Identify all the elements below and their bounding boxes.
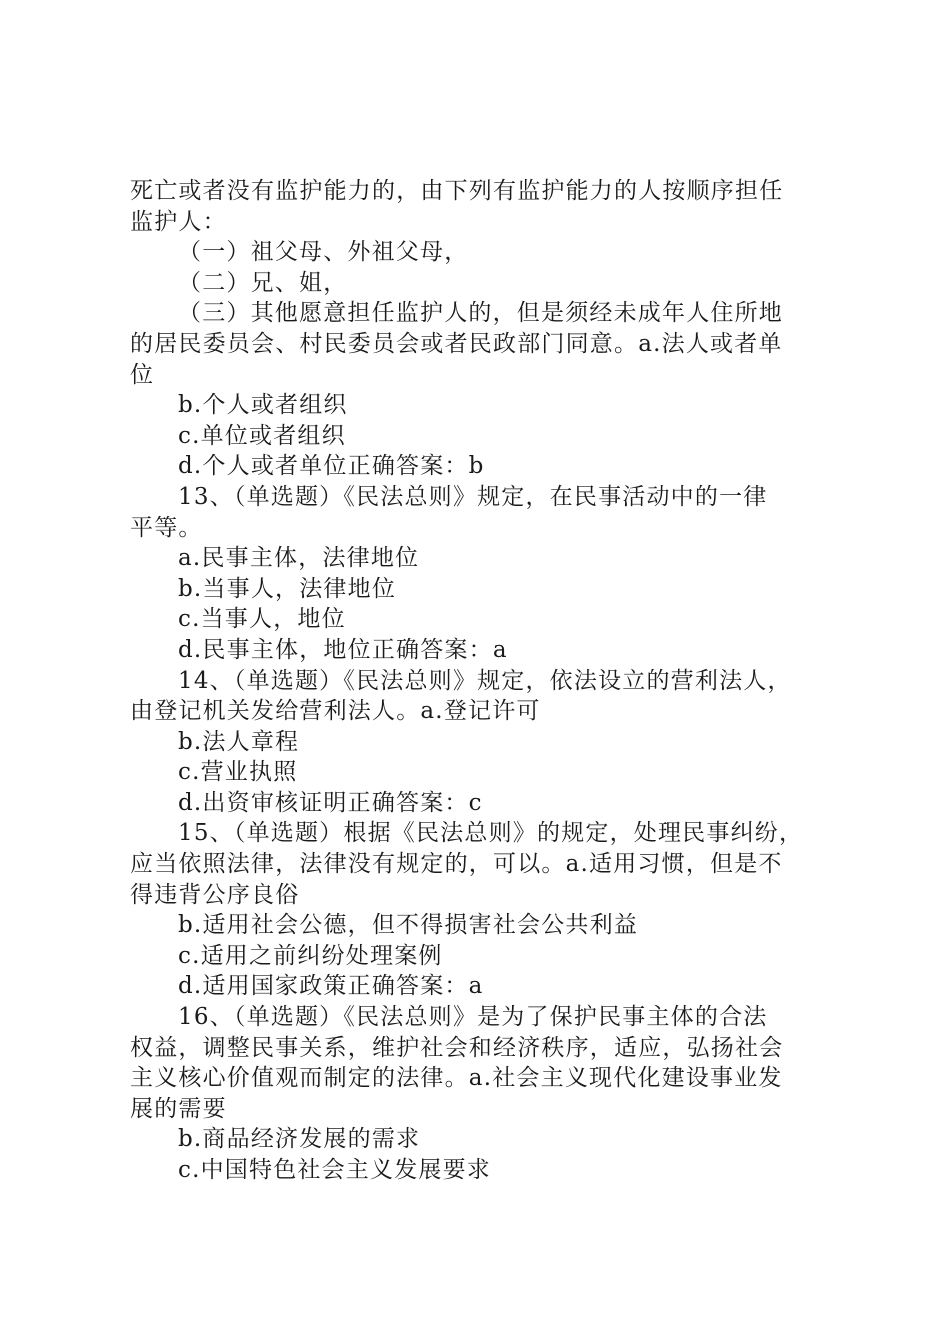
text-line: c.营业执照 bbox=[178, 759, 298, 786]
text-line: b.当事人，法律地位 bbox=[178, 575, 397, 602]
text-line: 应当依照法律，法律没有规定的，可以。a.适用习惯，但是不 bbox=[130, 851, 783, 878]
text-line: 13、（单选题）《民法总则》规定，在民事活动中的一律 bbox=[178, 483, 768, 510]
text-line: 主义核心价值观而制定的法律。a.社会主义现代化建设事业发 bbox=[130, 1065, 783, 1092]
document-body bbox=[130, 176, 830, 1186]
text-line: 由登记机关发给营利法人。a.登记许可 bbox=[130, 698, 541, 725]
text-line: （三）其他愿意担任监护人的，但是须经未成年人住所地 bbox=[178, 300, 783, 327]
text-line: b.法人章程 bbox=[178, 728, 300, 755]
text-line: c.中国特色社会主义发展要求 bbox=[178, 1157, 491, 1183]
text-line: c.单位或者组织 bbox=[178, 422, 346, 449]
text-line: d.出资审核证明正确答案：c bbox=[178, 789, 483, 816]
text-line: d.民事主体，地位正确答案：a bbox=[178, 636, 508, 663]
text-line: d.适用国家政策正确答案：a bbox=[178, 973, 484, 1000]
text-line: b.适用社会公德，但不得损害社会公共利益 bbox=[178, 912, 639, 939]
text-line: 得违背公序良俗 bbox=[130, 881, 300, 908]
text-line: 16、（单选题）《民法总则》是为了保护民事主体的合法 bbox=[178, 1004, 768, 1031]
text-line: 15、（单选题）根据《民法总则》的规定，处理民事纠纷， bbox=[178, 820, 804, 847]
text-line: （二）兄、姐， bbox=[178, 269, 348, 296]
text-line: a.民事主体，法律地位 bbox=[178, 545, 420, 572]
text-line: 死亡或者没有监护能力的，由下列有监护能力的人按顺序担任 bbox=[130, 178, 784, 204]
text-line: d.个人或者单位正确答案：b bbox=[178, 453, 485, 480]
text-line: 的居民委员会、村民委员会或者民政部门同意。a.法人或者单 bbox=[130, 330, 783, 357]
text-line: c.适用之前纠纷处理案例 bbox=[178, 942, 443, 969]
text-line: 权益，调整民事关系，维护社会和经济秩序，适应，弘扬社会 bbox=[130, 1034, 784, 1061]
text-line: b.个人或者组织 bbox=[178, 392, 348, 419]
text-line: 展的需要 bbox=[130, 1095, 227, 1122]
text-line: 平等。 bbox=[130, 514, 203, 541]
text-line: 监护人： bbox=[130, 208, 227, 235]
text-line: b.商品经济发展的需求 bbox=[178, 1126, 421, 1153]
text-line: （一）祖父母、外祖父母， bbox=[178, 239, 469, 266]
text-line: c.当事人，地位 bbox=[178, 606, 346, 633]
text-line: 14、（单选题）《民法总则》规定，依法设立的营利法人， bbox=[178, 667, 792, 694]
text-line: 位 bbox=[130, 361, 155, 388]
